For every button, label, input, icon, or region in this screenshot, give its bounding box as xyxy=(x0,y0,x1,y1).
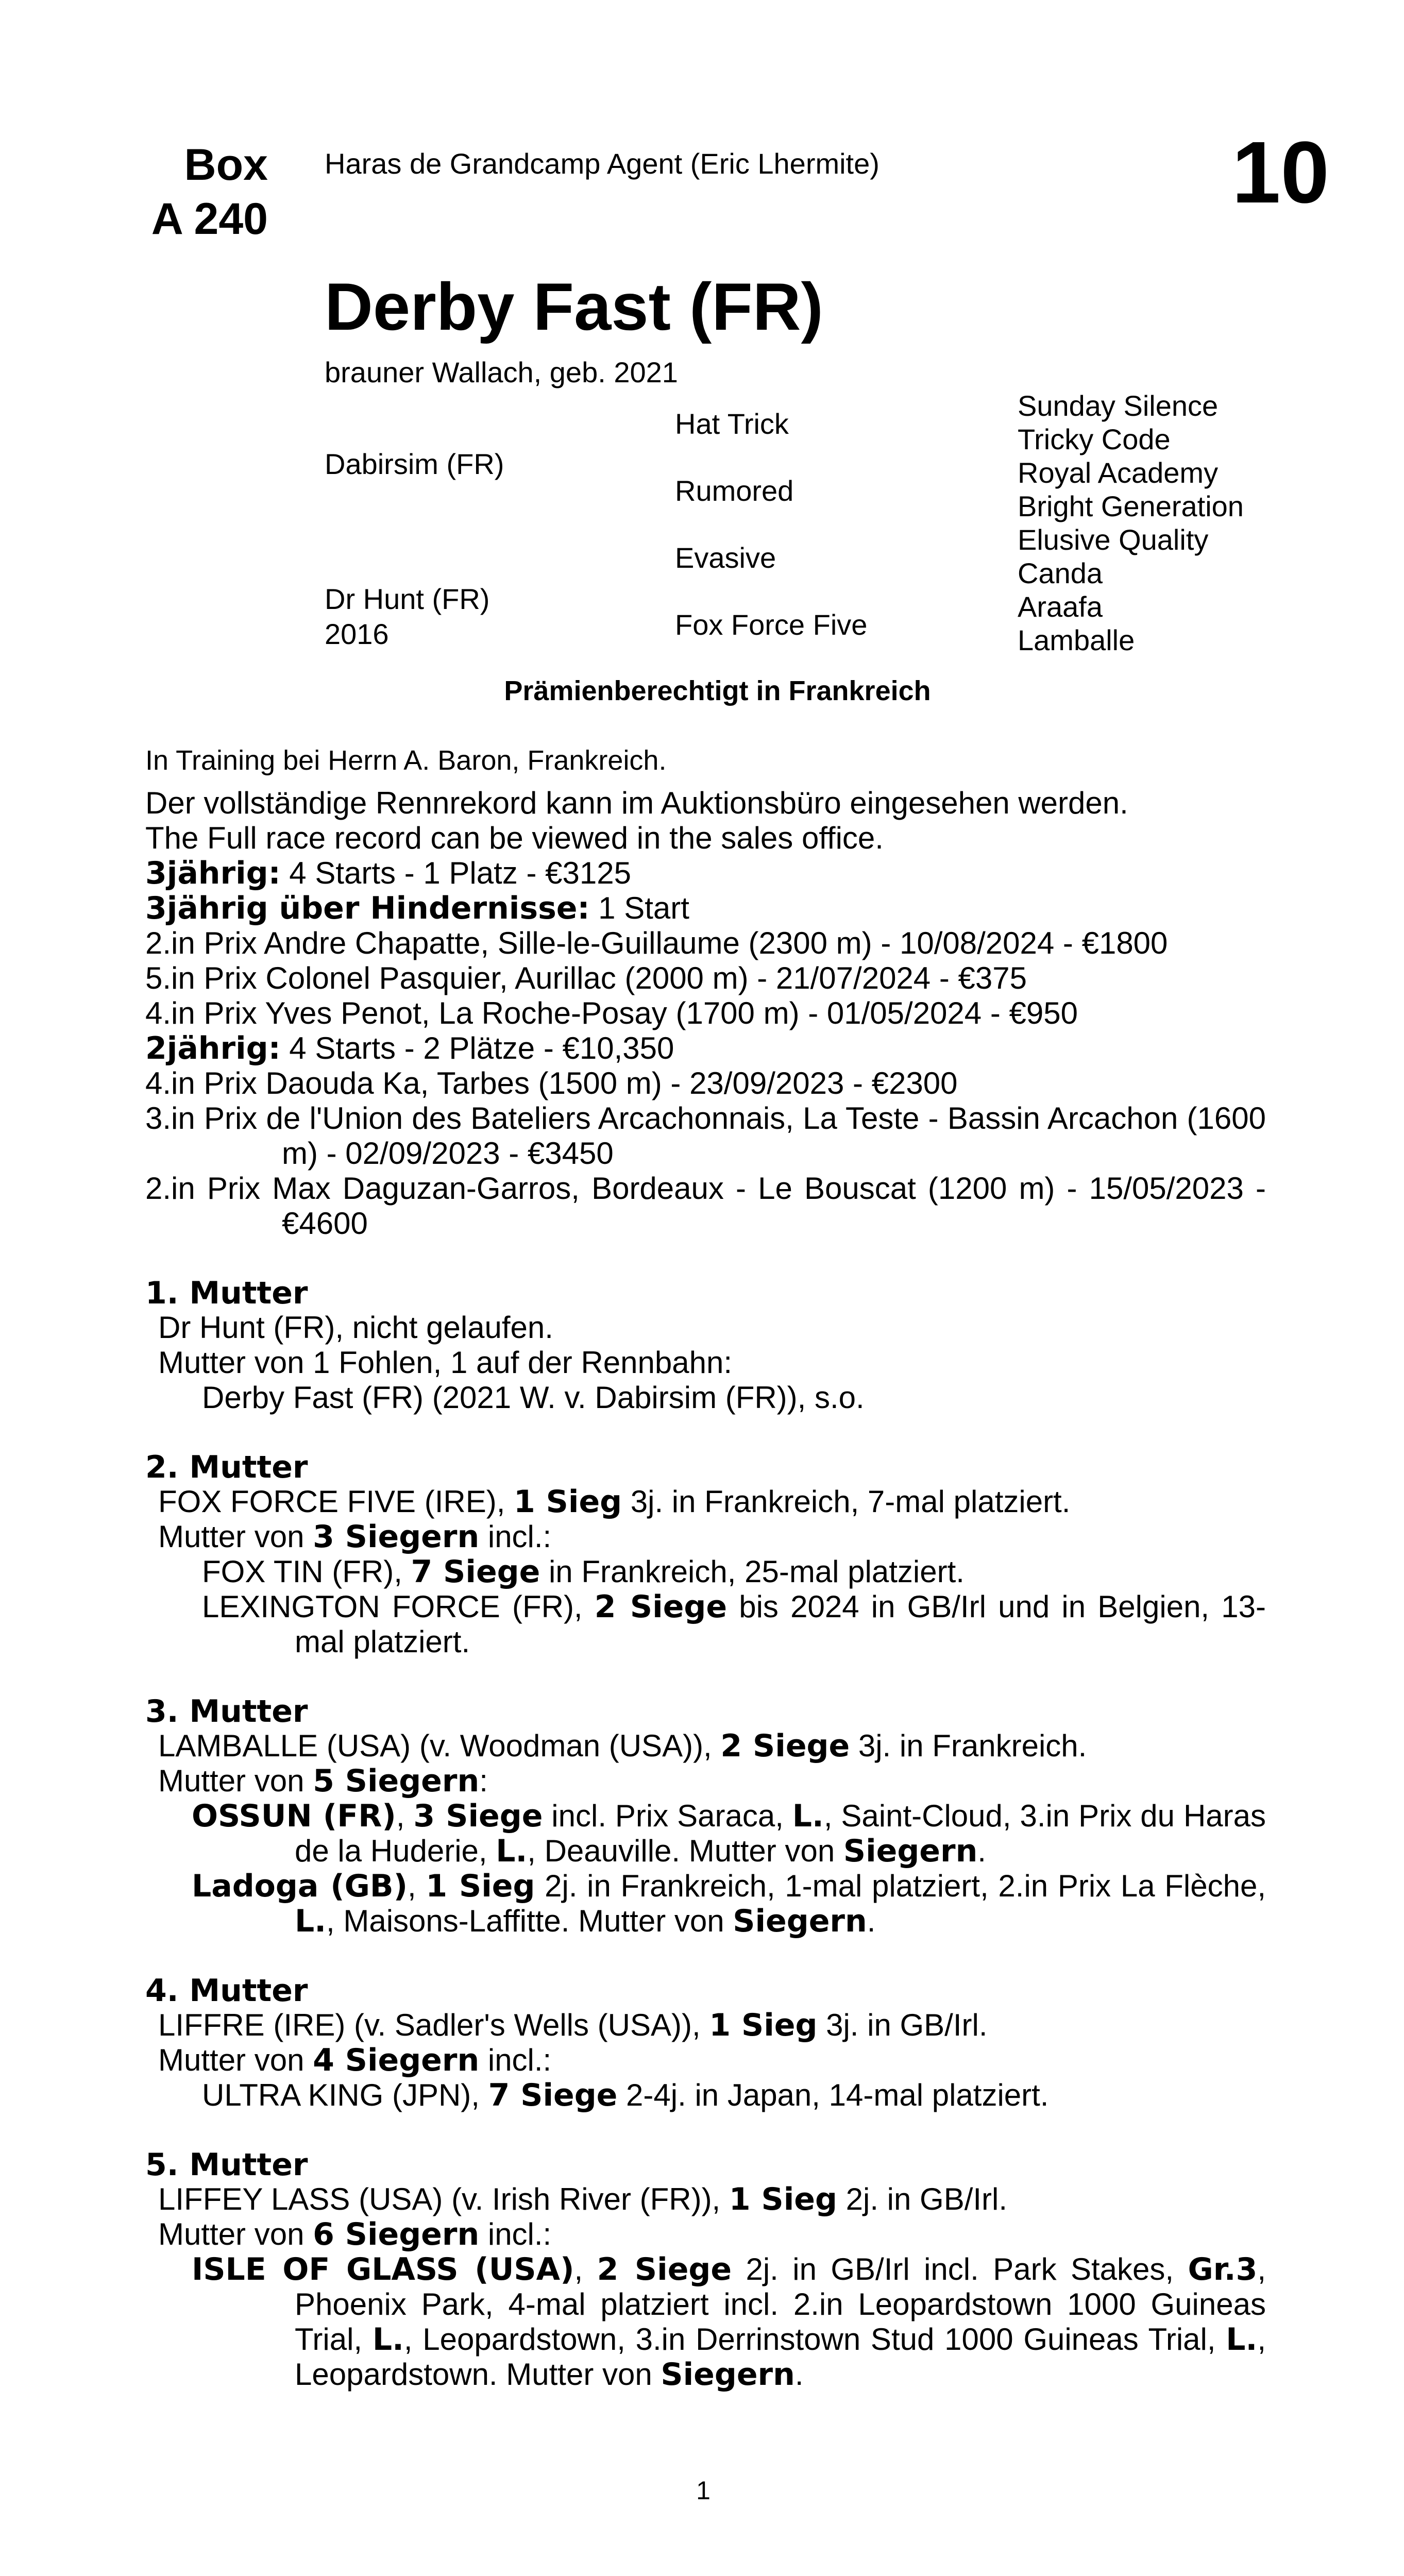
dam-progeny-line: ISLE OF GLASS (USA), 2 Siege 2j. in GB/Irl incl. Park Stakes, Gr.3, Phoenix Park, 4-mal platziert incl. 2.in Leopardstown 1000 Guineas Trial, L., Leopardstown, 3.in Derrinstown Stud 1000 Guineas Trial, L., Leopardstown. Mutter von Siegern. xyxy=(192,2251,1266,2393)
age3-label: 3jährig: xyxy=(145,855,281,891)
consignor: Haras de Grandcamp Agent (Eric Lhermite) xyxy=(325,147,879,180)
dam-line: LIFFEY LASS (USA) (v. Irish River (FR)), 1 Sieg 2j. in GB/Irl. xyxy=(158,2181,1008,2217)
race-entry: 4.in Prix Yves Penot, La Roche-Posay (1700 m) - 01/05/2024 - €950 xyxy=(145,996,1078,1030)
race-entry: 3.in Prix de l'Union des Bateliers Arcachonnais, La Teste - Bassin Arcachon (1600 m) - 02/09/2023 - €3450 xyxy=(145,1101,1266,1171)
dam-progeny-line: OSSUN (FR), 3 Siege incl. Prix Saraca, L., Saint-Cloud, 3.in Prix du Haras de la Huderie, L., Deauville. Mutter von Siegern. xyxy=(192,1798,1266,1869)
pedigree-great-grandparent: Bright Generation xyxy=(1018,490,1244,522)
dam-line: Mutter von 3 Siegern incl.: xyxy=(158,1519,552,1555)
pedigree-great-grandparent: Lamballe xyxy=(1018,624,1135,656)
age3-jumps-summary xyxy=(145,891,1266,926)
pedigree-sire: Dabirsim (FR) xyxy=(325,448,504,480)
pedigree-great-grandparent: Canda xyxy=(1018,557,1103,589)
dam-line: Mutter von 5 Siegern: xyxy=(158,1763,488,1799)
dam-line: LAMBALLE (USA) (v. Woodman (USA)), 2 Siege 3j. in Frankreich. xyxy=(158,1728,1087,1764)
dam-progeny-line: Derby Fast (FR) (2021 W. v. Dabirsim (FR)), s.o. xyxy=(202,1380,865,1415)
pedigree-grandparent: Fox Force Five xyxy=(675,608,868,641)
pedigree-great-grandparent: Tricky Code xyxy=(1018,423,1171,455)
dam-progeny-line: ULTRA KING (JPN), 7 Siege 2-4j. in Japan, 14-mal platziert. xyxy=(202,2077,1049,2113)
dam-line: Mutter von 6 Siegern incl.: xyxy=(158,2216,552,2252)
dam-heading: 2. Mutter xyxy=(145,1449,308,1485)
race-record-note-en: The Full race record can be viewed in the sales office. xyxy=(145,821,884,855)
pedigree-great-grandparent: Araafa xyxy=(1018,590,1103,623)
box-label-line1: Box xyxy=(184,140,268,190)
dam-heading: 1. Mutter xyxy=(145,1275,308,1311)
horse-name: Derby Fast (FR) xyxy=(325,269,823,344)
dam-line: LIFFRE (IRE) (v. Sadler's Wells (USA)), 1 Sieg 3j. in GB/Irl. xyxy=(158,2007,988,2043)
horse-description: brauner Wallach, geb. 2021 xyxy=(325,356,678,388)
age2-label: 2jährig: xyxy=(145,1030,281,1066)
age2-summary xyxy=(145,1031,1266,1066)
dam-heading: 5. Mutter xyxy=(145,2147,308,2183)
pedigree-grandparent: Evasive xyxy=(675,541,776,574)
dam-heading: 3. Mutter xyxy=(145,1693,308,1730)
pedigree-great-grandparent: Sunday Silence xyxy=(1018,389,1219,422)
pedigree-dam-year: 2016 xyxy=(325,618,389,650)
lot-number: 10 xyxy=(1231,124,1329,222)
age3-jumps-summary-text: 1 Start xyxy=(589,891,689,925)
pedigree-great-grandparent: Elusive Quality xyxy=(1018,523,1209,556)
age3-summary-text: 4 Starts - 1 Platz - €3125 xyxy=(280,856,631,890)
dam-progeny-line: FOX TIN (FR), 7 Siege in Frankreich, 25-mal platziert. xyxy=(202,1554,965,1590)
premium-note: Prämienberechtigt in Frankreich xyxy=(504,675,931,706)
box-label-line2: A 240 xyxy=(151,194,268,244)
dam-heading: 4. Mutter xyxy=(145,1973,308,2009)
dam-line: Mutter von 4 Siegern incl.: xyxy=(158,2042,552,2078)
race-entry: 4.in Prix Daouda Ka, Tarbes (1500 m) - 23/09/2023 - €2300 xyxy=(145,1066,958,1100)
race-entry: 2.in Prix Andre Chapatte, Sille-le-Guillaume (2300 m) - 10/08/2024 - €1800 xyxy=(145,926,1168,960)
dam-progeny-line: LEXINGTON FORCE (FR), 2 Siege bis 2024 in GB/Irl und in Belgien, 13-mal platziert. xyxy=(202,1589,1266,1659)
dam-line: Dr Hunt (FR), nicht gelaufen. xyxy=(158,1310,553,1345)
dam-line: Mutter von 1 Fohlen, 1 auf der Rennbahn: xyxy=(158,1345,733,1380)
catalogue-body xyxy=(145,786,1266,2392)
training-note: In Training bei Herrn A. Baron, Frankreich. xyxy=(145,745,667,776)
pedigree-dam: Dr Hunt (FR) xyxy=(325,583,490,615)
pedigree-great-grandparent: Royal Academy xyxy=(1018,456,1219,489)
race-entry: 5.in Prix Colonel Pasquier, Aurillac (2000 m) - 21/07/2024 - €375 xyxy=(145,961,1027,995)
box-label xyxy=(144,138,268,246)
pedigree-grandparent: Hat Trick xyxy=(675,408,789,440)
age2-summary-text: 4 Starts - 2 Plätze - €10,350 xyxy=(280,1031,674,1065)
pedigree-grandparent: Rumored xyxy=(675,474,794,507)
age3-jumps-label: 3jährig über Hindernisse: xyxy=(145,890,590,926)
race-record-note-de: Der vollständige Rennrekord kann im Auktionsbüro eingesehen werden. xyxy=(145,786,1128,820)
page-number: 1 xyxy=(696,2476,711,2505)
race-entry: 2.in Prix Max Daguzan-Garros, Bordeaux - Le Bouscat (1200 m) - 15/05/2023 - €4600 xyxy=(145,1171,1266,1241)
dam-progeny-line: Ladoga (GB), 1 Sieg 2j. in Frankreich, 1-mal platziert, 2.in Prix La Flèche, L., Maisons-Laffitte. Mutter von Siegern. xyxy=(192,1868,1266,1939)
dam-line: FOX FORCE FIVE (IRE), 1 Sieg 3j. in Frankreich, 7-mal platziert. xyxy=(158,1484,1071,1520)
age3-summary xyxy=(145,856,1266,891)
